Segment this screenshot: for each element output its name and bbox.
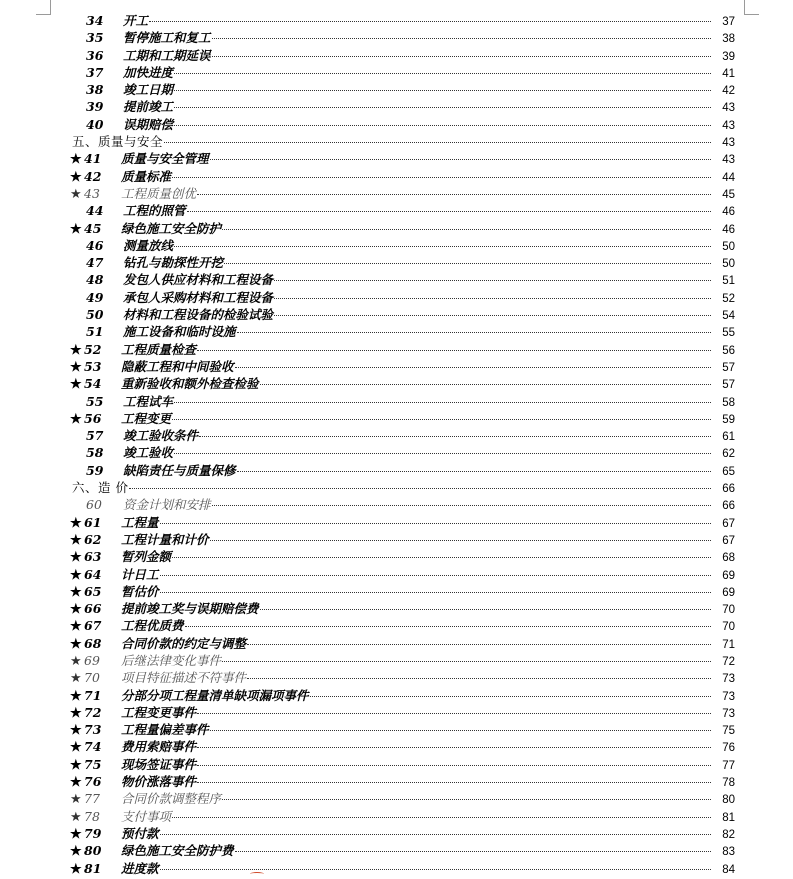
toc-section-heading[interactable] <box>0 479 793 496</box>
toc-page-number: 81 <box>722 811 735 824</box>
toc-page-number: 70 <box>722 604 735 617</box>
star-icon: ★ <box>70 619 82 635</box>
toc-entry-number: 62 <box>84 531 102 547</box>
toc-page-number: 56 <box>722 344 735 357</box>
toc-entry-title: 资金计划和安排 <box>123 497 211 513</box>
star-icon: ★ <box>70 653 82 669</box>
toc-entry-title: 提前竣工 <box>123 99 174 115</box>
toc-entry[interactable] <box>0 323 793 340</box>
toc-entry-title: 分部分项工程量清单缺项漏项事件 <box>121 687 309 703</box>
dot-leader <box>210 730 711 731</box>
toc-entry-title: 测量放线 <box>123 237 174 253</box>
star-icon: ★ <box>70 532 82 548</box>
toc-entry-title: 计日工 <box>121 566 159 582</box>
toc-page-number: 83 <box>722 846 735 859</box>
toc-entry-number: 67 <box>84 618 102 634</box>
toc-entry[interactable] <box>0 375 793 392</box>
star-icon: ★ <box>70 844 82 860</box>
toc-entry-title: 重新验收和额外检查检验 <box>121 376 259 392</box>
dot-leader <box>260 609 711 610</box>
toc-page-number: 45 <box>722 188 735 201</box>
toc-entry-number: 76 <box>84 774 102 790</box>
toc-entry[interactable] <box>0 600 793 617</box>
toc-entry[interactable] <box>0 150 793 167</box>
toc-entry[interactable] <box>0 64 793 81</box>
star-icon: ★ <box>70 342 82 358</box>
dot-leader <box>197 747 711 748</box>
star-icon: ★ <box>70 826 82 842</box>
toc-entry[interactable] <box>0 116 793 133</box>
dot-leader <box>174 90 711 91</box>
star-icon: ★ <box>70 723 82 739</box>
toc-entry[interactable] <box>0 790 793 807</box>
toc-entry-title: 工程的照管 <box>123 203 186 219</box>
toc-page-number: 43 <box>722 119 735 132</box>
toc-entry-title: 施工设备和临时设施 <box>123 324 236 340</box>
toc-entry[interactable] <box>0 81 793 98</box>
toc-entry[interactable] <box>0 185 793 202</box>
toc-page-number: 77 <box>722 759 735 772</box>
star-icon: ★ <box>70 567 82 583</box>
toc-entry-number: 70 <box>84 670 100 686</box>
dot-leader <box>174 246 711 247</box>
dot-leader <box>210 159 711 160</box>
dot-leader <box>172 419 711 420</box>
toc-page-number: 57 <box>722 361 735 374</box>
toc-entry[interactable] <box>0 687 793 704</box>
toc-entry[interactable] <box>0 427 793 444</box>
star-icon: ★ <box>70 757 82 773</box>
toc-entry-title: 支付事项 <box>121 808 172 824</box>
toc-entry-title: 费用索赔事件 <box>121 739 197 755</box>
toc-entry-title: 五、质量与安全 <box>72 134 164 150</box>
toc-entry-title: 现场签证事件 <box>121 756 197 772</box>
dot-leader <box>212 56 711 57</box>
toc-entry-title: 缺陷责任与质量保修 <box>123 462 236 478</box>
dot-leader <box>197 765 711 766</box>
toc-entry-title: 工程试车 <box>123 393 174 409</box>
star-icon: ★ <box>70 671 82 687</box>
toc-entry-title: 暂停施工和复工 <box>123 30 211 46</box>
dot-leader <box>212 38 711 39</box>
toc-entry-title: 工程优质费 <box>121 618 184 634</box>
toc-entry-title: 隐蔽工程和中间验收 <box>121 358 234 374</box>
toc-entry[interactable] <box>0 531 793 548</box>
dot-leader <box>274 298 711 299</box>
toc-entry-number: 51 <box>86 324 104 340</box>
dot-leader <box>172 557 711 558</box>
toc-entry-number: 60 <box>86 497 102 513</box>
star-icon: ★ <box>70 584 82 600</box>
toc-entry[interactable] <box>0 566 793 583</box>
toc-page-number: 78 <box>722 777 735 790</box>
toc-page-number: 65 <box>722 465 735 478</box>
dot-leader <box>160 592 711 593</box>
toc-entry-number: 57 <box>86 428 104 444</box>
toc-entry[interactable] <box>0 808 793 825</box>
dot-leader <box>274 280 711 281</box>
toc-entry[interactable] <box>0 306 793 323</box>
dot-leader <box>222 799 711 800</box>
toc-entry-number: 34 <box>86 13 104 28</box>
toc-page-number: 43 <box>722 154 735 167</box>
toc-page-number: 69 <box>722 586 735 599</box>
dot-leader <box>247 678 711 679</box>
toc-entry-number: 59 <box>86 462 104 478</box>
toc-entry-number: 50 <box>86 307 104 323</box>
toc-entry-number: 65 <box>84 583 102 599</box>
toc-entry[interactable] <box>0 462 793 479</box>
toc-entry-number: 75 <box>84 756 102 772</box>
toc-entry-title: 项目特征描述不符事件 <box>121 670 247 686</box>
toc-entry-title: 工程质量创优 <box>121 185 197 201</box>
toc-entry-number: 77 <box>84 791 100 807</box>
toc-entry[interactable] <box>0 704 793 721</box>
star-icon: ★ <box>70 550 82 566</box>
toc-entry-title: 绿色施工安全防护 <box>121 220 222 236</box>
dot-leader <box>174 125 711 126</box>
star-icon: ★ <box>70 359 82 375</box>
toc-entry-title: 竣工验收条件 <box>123 428 199 444</box>
toc-entry-number: 44 <box>86 203 104 219</box>
toc-page-number: 50 <box>722 258 735 271</box>
star-icon: ★ <box>70 636 82 652</box>
toc-page-number: 67 <box>722 517 735 530</box>
toc-page-number: 71 <box>722 638 735 651</box>
toc-page-number: 62 <box>722 448 735 461</box>
table-of-contents <box>0 12 793 877</box>
toc-entry-title: 六、造 价 <box>72 480 129 496</box>
toc-entry[interactable] <box>0 583 793 600</box>
toc-entry-title: 开工 <box>123 13 149 28</box>
dot-leader <box>129 488 711 489</box>
toc-entry[interactable] <box>0 98 793 115</box>
star-icon: ★ <box>70 152 82 168</box>
star-icon: ★ <box>70 688 82 704</box>
toc-entry[interactable] <box>0 738 793 755</box>
toc-entry[interactable] <box>0 254 793 271</box>
toc-entry-title: 工程质量检查 <box>121 341 197 357</box>
toc-page-number: 80 <box>722 794 735 807</box>
toc-page-number: 70 <box>722 621 735 634</box>
toc-page-number: 73 <box>722 690 735 703</box>
toc-entry-title: 发包人供应材料和工程设备 <box>123 272 274 288</box>
toc-entry[interactable] <box>0 825 793 842</box>
toc-page-number: 41 <box>722 67 735 80</box>
dot-leader <box>160 869 711 870</box>
toc-entry[interactable] <box>0 29 793 46</box>
toc-page-number: 51 <box>722 275 735 288</box>
toc-entry[interactable] <box>0 410 793 427</box>
dot-leader <box>160 834 711 835</box>
toc-entry-number: 73 <box>84 722 102 738</box>
toc-entry-number: 36 <box>86 47 104 63</box>
dot-leader <box>160 523 711 524</box>
toc-entry[interactable] <box>0 756 793 773</box>
toc-page-number: 39 <box>722 50 735 63</box>
dot-leader <box>237 471 711 472</box>
dot-leader <box>174 453 711 454</box>
toc-entry[interactable] <box>0 860 793 877</box>
toc-entry-number: 63 <box>84 549 102 565</box>
toc-entry-number: 40 <box>86 116 104 132</box>
toc-page-number: 68 <box>722 552 735 565</box>
toc-page-number: 55 <box>722 327 735 340</box>
toc-entry-number: 64 <box>84 566 102 582</box>
toc-entry[interactable] <box>0 514 793 531</box>
star-icon: ★ <box>70 775 82 791</box>
toc-entry[interactable] <box>0 358 793 375</box>
toc-entry[interactable] <box>0 635 793 652</box>
dot-leader <box>197 713 711 714</box>
star-icon: ★ <box>70 221 82 237</box>
star-icon: ★ <box>70 169 82 185</box>
toc-entry-title: 钻孔与勘探性开挖 <box>123 255 224 271</box>
star-icon: ★ <box>70 740 82 756</box>
toc-entry-number: 74 <box>84 739 102 755</box>
toc-entry-number: 37 <box>86 64 104 80</box>
toc-entry-number: 38 <box>86 82 104 98</box>
toc-page-number: 46 <box>722 206 735 219</box>
dot-leader <box>174 107 711 108</box>
toc-page-number: 37 <box>722 16 735 28</box>
toc-entry-number: 43 <box>84 185 100 201</box>
toc-entry-number: 49 <box>86 289 104 305</box>
toc-entry-number: 68 <box>84 635 102 651</box>
toc-entry-number: 58 <box>86 445 104 461</box>
toc-entry-number: 35 <box>86 30 104 46</box>
toc-entry-number: 39 <box>86 99 104 115</box>
toc-entry[interactable] <box>0 548 793 565</box>
toc-page-number: 82 <box>722 828 735 841</box>
toc-entry-number: 55 <box>86 393 104 409</box>
dot-leader <box>185 626 711 627</box>
toc-entry-number: 46 <box>86 237 104 253</box>
dot-leader <box>235 851 711 852</box>
toc-entry-number: 79 <box>84 825 102 841</box>
toc-page-number: 61 <box>722 431 735 444</box>
star-icon: ★ <box>70 792 82 808</box>
toc-entry-title: 竣工日期 <box>123 82 174 98</box>
dot-leader <box>197 350 711 351</box>
dot-leader <box>222 229 711 230</box>
toc-page-number: 57 <box>722 379 735 392</box>
dot-leader <box>210 540 711 541</box>
toc-entry-title: 预付款 <box>121 825 159 841</box>
toc-section-heading[interactable] <box>0 133 793 150</box>
toc-entry-number: 56 <box>84 410 102 426</box>
toc-entry[interactable] <box>0 773 793 790</box>
toc-page-number: 52 <box>722 292 735 305</box>
toc-entry[interactable] <box>0 669 793 686</box>
dot-leader <box>237 332 711 333</box>
toc-entry[interactable] <box>0 220 793 237</box>
dot-leader <box>235 367 711 368</box>
toc-entry-number: 72 <box>84 704 102 720</box>
toc-page-number: 38 <box>722 33 735 46</box>
toc-page-number: 42 <box>722 85 735 98</box>
toc-entry[interactable] <box>0 842 793 859</box>
toc-page-number: 73 <box>722 673 735 686</box>
toc-entry-title: 材料和工程设备的检验试验 <box>123 307 274 323</box>
toc-page-number: 66 <box>722 483 735 496</box>
toc-entry-title: 物价涨落事件 <box>121 774 197 790</box>
toc-entry-number: 66 <box>84 601 102 617</box>
toc-entry-title: 承包人采购材料和工程设备 <box>123 289 274 305</box>
toc-page-number: 44 <box>722 171 735 184</box>
toc-page-number: 76 <box>722 742 735 755</box>
toc-page-number: 59 <box>722 413 735 426</box>
dot-leader <box>172 817 711 818</box>
toc-page-number: 58 <box>722 396 735 409</box>
toc-entry-title: 误期赔偿 <box>123 116 174 132</box>
toc-page-number: 72 <box>722 655 735 668</box>
toc-entry[interactable] <box>0 617 793 634</box>
dot-leader <box>174 73 711 74</box>
toc-page-number: 67 <box>722 534 735 547</box>
toc-entry-title: 暂估价 <box>121 583 159 599</box>
toc-entry-number: 61 <box>84 514 102 530</box>
toc-entry-title: 工程量 <box>121 514 159 530</box>
toc-entry[interactable] <box>0 341 793 358</box>
toc-entry-title: 后继法律变化事件 <box>121 652 222 668</box>
toc-entry-number: 48 <box>86 272 104 288</box>
dot-leader <box>197 194 711 195</box>
toc-entry[interactable] <box>0 393 793 410</box>
toc-entry[interactable] <box>0 237 793 254</box>
dot-leader <box>274 315 711 316</box>
toc-entry-title: 合同价款调整程序 <box>121 791 222 807</box>
toc-entry[interactable] <box>0 721 793 738</box>
toc-entry-number: 71 <box>84 687 102 703</box>
star-icon: ★ <box>70 809 82 825</box>
dot-leader <box>197 782 711 783</box>
dot-leader <box>212 505 711 506</box>
dot-leader <box>172 177 711 178</box>
toc-entry-number: 41 <box>84 151 102 167</box>
dot-leader <box>160 575 711 576</box>
toc-entry-number: 42 <box>84 168 102 184</box>
star-icon: ★ <box>70 186 82 202</box>
dot-leader <box>247 644 711 645</box>
toc-entry-number: 53 <box>84 358 102 374</box>
toc-entry-title: 质量标准 <box>121 168 172 184</box>
dot-leader <box>164 142 711 143</box>
toc-entry-number: 52 <box>84 341 102 357</box>
star-icon: ★ <box>70 411 82 427</box>
toc-entry[interactable] <box>0 47 793 64</box>
toc-page-number: 50 <box>722 240 735 253</box>
toc-entry[interactable] <box>0 652 793 669</box>
toc-entry-number: 81 <box>84 860 102 876</box>
toc-entry[interactable] <box>0 289 793 306</box>
toc-entry-title: 绿色施工安全防护费 <box>121 843 234 859</box>
toc-entry-title: 提前竣工奖与误期赔偿费 <box>121 601 259 617</box>
star-icon: ★ <box>70 602 82 618</box>
toc-page-number: 69 <box>722 569 735 582</box>
toc-entry-title: 进度款 <box>121 860 159 876</box>
dot-leader <box>310 696 711 697</box>
star-icon: ★ <box>70 515 82 531</box>
toc-page-number: 43 <box>722 102 735 115</box>
dot-leader <box>149 21 711 22</box>
toc-entry-title: 工程变更 <box>121 410 172 426</box>
toc-entry-title: 质量与安全管理 <box>121 151 209 167</box>
toc-page-number: 43 <box>722 137 735 150</box>
toc-page-number: 66 <box>722 500 735 513</box>
star-icon: ★ <box>70 377 82 393</box>
toc-page-number: 46 <box>722 223 735 236</box>
toc-entry[interactable] <box>0 202 793 219</box>
toc-entry[interactable] <box>0 271 793 288</box>
toc-entry-title: 暂列金额 <box>121 549 172 565</box>
toc-entry-number: 80 <box>84 843 102 859</box>
toc-entry[interactable] <box>0 496 793 513</box>
toc-entry-title: 加快进度 <box>123 64 174 80</box>
toc-entry-title: 工程量偏差事件 <box>121 722 209 738</box>
dot-leader <box>224 263 711 264</box>
star-icon: ★ <box>70 861 82 877</box>
star-icon: ★ <box>70 705 82 721</box>
toc-entry-number: 54 <box>84 376 102 392</box>
toc-entry-title: 合同价款的约定与调整 <box>121 635 247 651</box>
toc-entry-number: 47 <box>86 255 104 271</box>
toc-page-number: 73 <box>722 707 735 720</box>
toc-entry-title: 工程计量和计价 <box>121 531 209 547</box>
red-mark <box>250 872 264 876</box>
toc-entry[interactable] <box>0 444 793 461</box>
toc-entry-number: 69 <box>84 652 100 668</box>
dot-leader <box>260 384 711 385</box>
toc-entry-title: 竣工验收 <box>123 445 174 461</box>
toc-page-number: 75 <box>722 725 735 738</box>
toc-entry[interactable] <box>0 12 793 29</box>
dot-leader <box>187 211 711 212</box>
toc-page-number: 54 <box>722 310 735 323</box>
toc-entry-title: 工程变更事件 <box>121 704 197 720</box>
dot-leader <box>222 661 711 662</box>
toc-entry-number: 45 <box>84 220 102 236</box>
toc-entry-title: 工期和工期延误 <box>123 47 211 63</box>
dot-leader <box>199 436 711 437</box>
toc-entry[interactable] <box>0 168 793 185</box>
dot-leader <box>174 402 711 403</box>
toc-page-number: 84 <box>722 863 735 876</box>
toc-entry-number: 78 <box>84 808 100 824</box>
